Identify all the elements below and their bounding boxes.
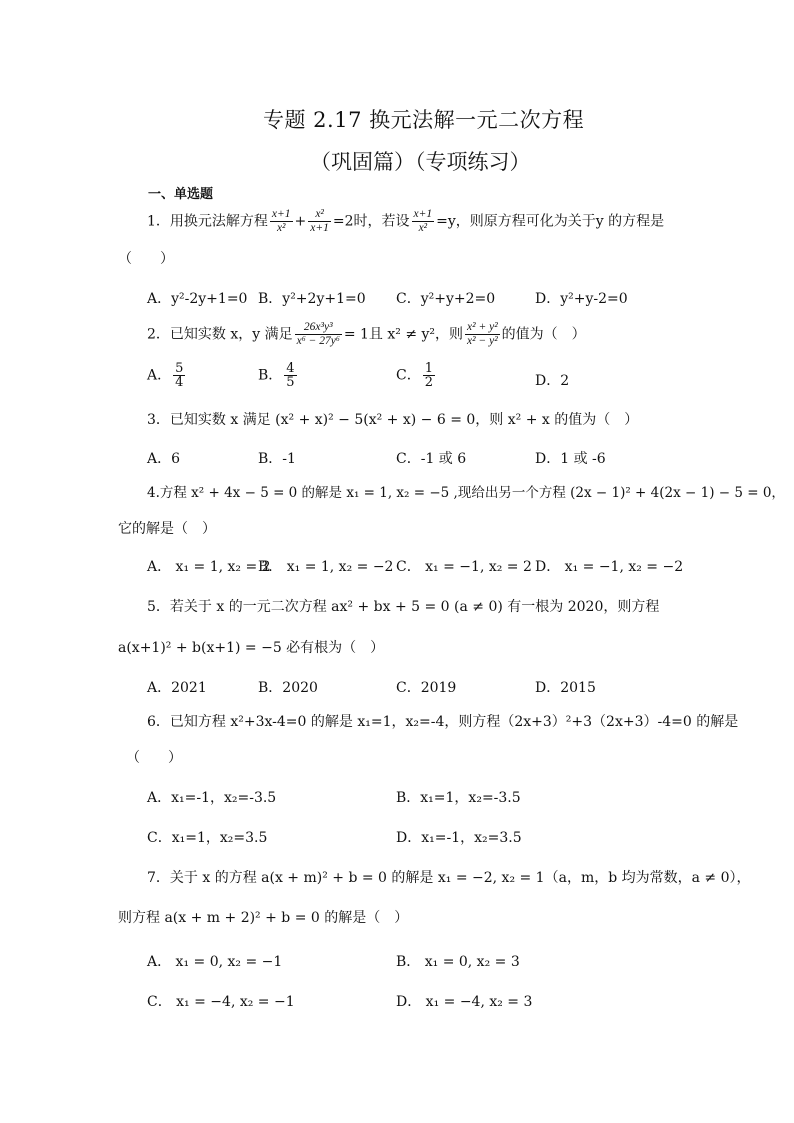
q5-option-b: B．2020 (258, 680, 318, 696)
q6-option-a: A．x₁=-1，x₂=-3.5 (147, 790, 277, 806)
q1-option-a: A．y²-2y+1=0 (147, 291, 248, 307)
q2-option-c: C． $\frac{1}{2}$ (396, 361, 433, 390)
q4-option-a: A． x₁ = 1, x₂ = 2 (147, 559, 271, 575)
question-7-line-2: 则方程 a(x + m + 2)² + b = 0 的解是（ ） (118, 910, 409, 926)
q1-option-b: B．y²+2y+1=0 (258, 291, 366, 307)
question-6-line-1: 6．已知方程 x²+3x-4=0 的解是 x₁=1，x₂=-4，则方程（2x+3）²+3（2x+3）-4=0 的解是 (147, 714, 739, 730)
question-4-line-1: 4.方程 x² + 4x − 5 = 0 的解是 x₁ = 1, x₂ = −5 ,现给出另一个方程 (2x − 1)² + 4(2x − 1) − 5 = 0， (147, 485, 785, 501)
q6-option-b: B．x₁=1，x₂=-3.5 (396, 790, 521, 806)
question-5-line-1: 5．若关于 x 的一元二次方程 ax² + bx + 5 = 0 (a ≠ 0) 有一根为 2020，则方程 (147, 599, 660, 615)
q1-suffix: =y，则原方程可化为关于y 的方程是 (436, 213, 665, 230)
question-6-line-2: （ ） (126, 750, 182, 766)
q5-option-c: C．2019 (396, 680, 457, 696)
q4-option-b: B． x₁ = 1, x₂ = −2 (258, 559, 394, 575)
question-1-text: 1．用换元法解方程 $\frac{x+1}{\text{x²}}$ + $\frac{\text{x²}}{x+1}$ =2时，若设 $\frac{x+1}{\text{x²}}$ =y，则原方程可化为关于y 的方程是 (147, 208, 665, 234)
question-4-line-2: 它的解是（ ） (118, 521, 216, 537)
section-heading: 一、单选题 (148, 187, 214, 202)
q1-fraction-2: $\frac{\text{x²}}{x+1}$ (310, 208, 329, 234)
q3-option-c: C．-1 或 6 (396, 451, 467, 467)
q1-option-c: C．y²+y+2=0 (396, 291, 496, 307)
q2-fraction-2: $\frac{\text{x² + y²}}{\text{x² − y²}}$ (467, 321, 498, 347)
q7-option-d: D． x₁ = −4, x₂ = 3 (396, 994, 533, 1010)
q3-option-b: B．-1 (258, 451, 296, 467)
q7-option-c: C． x₁ = −4, x₂ = −1 (147, 994, 295, 1010)
question-1-paren: （ ） (118, 251, 174, 267)
q3-option-d: D．1 或 -6 (535, 451, 606, 467)
q5-option-d: D．2015 (535, 680, 596, 696)
q1-fraction-1: $\frac{x+1}{\text{x²}}$ (271, 208, 291, 234)
q7-option-a: A． x₁ = 0, x₂ = −1 (147, 954, 283, 970)
q3-option-a: A．6 (147, 451, 181, 467)
q7-option-b: B． x₁ = 0, x₂ = 3 (396, 954, 520, 970)
q1-option-d: D．y²+y-2=0 (535, 291, 628, 307)
page-subtitle: （巩固篇）（专项练习） (310, 150, 531, 174)
question-2-text: 2．已知实数 x，y 满足 $\frac{\text{26x³y³}}{\text{x⁶ − 27y⁶}}$ = 1且 x² ≠ y²，则 $\frac{\text{x² + y²}}{\text{x² − y²}}$ 的值为（ ） (147, 321, 586, 347)
page-title: 专题 2.17 换元法解一元二次方程 (263, 108, 585, 132)
q4-option-d: D． x₁ = −1, x₂ = −2 (535, 559, 684, 575)
q6-option-d: D．x₁=-1，x₂=3.5 (396, 830, 522, 846)
q2-option-b: B． $\frac{4}{5}$ (258, 361, 295, 390)
q1-fraction-3: $\frac{x+1}{\text{x²}}$ (413, 208, 433, 234)
question-5-line-2: a(x+1)² + b(x+1) = −5 必有根为（ ） (118, 640, 385, 656)
q4-option-c: C． x₁ = −1, x₂ = 2 (396, 559, 532, 575)
q1-mid: =2时，若设 (332, 213, 410, 230)
q6-option-c: C．x₁=1，x₂=3.5 (147, 830, 268, 846)
q1-prefix: 1．用换元法解方程 (147, 213, 268, 230)
q2-option-a: A． $\frac{5}{4}$ (147, 361, 184, 390)
q5-option-a: A．2021 (147, 680, 207, 696)
question-3-text: 3．已知实数 x 满足 (x² + x)² − 5(x² + x) − 6 = 0，则 x² + x 的值为（ ） (147, 412, 639, 428)
q2-option-d: D．2 (535, 373, 570, 389)
q2-fraction-1: $\frac{\text{26x³y³}}{\text{x⁶ − 27y⁶}}$ (296, 321, 340, 347)
question-7-line-1: 7．关于 x 的方程 a(x + m)² + b = 0 的解是 x₁ = −2, x₂ = 1（a，m，b 均为常数，a ≠ 0）， (147, 870, 751, 886)
